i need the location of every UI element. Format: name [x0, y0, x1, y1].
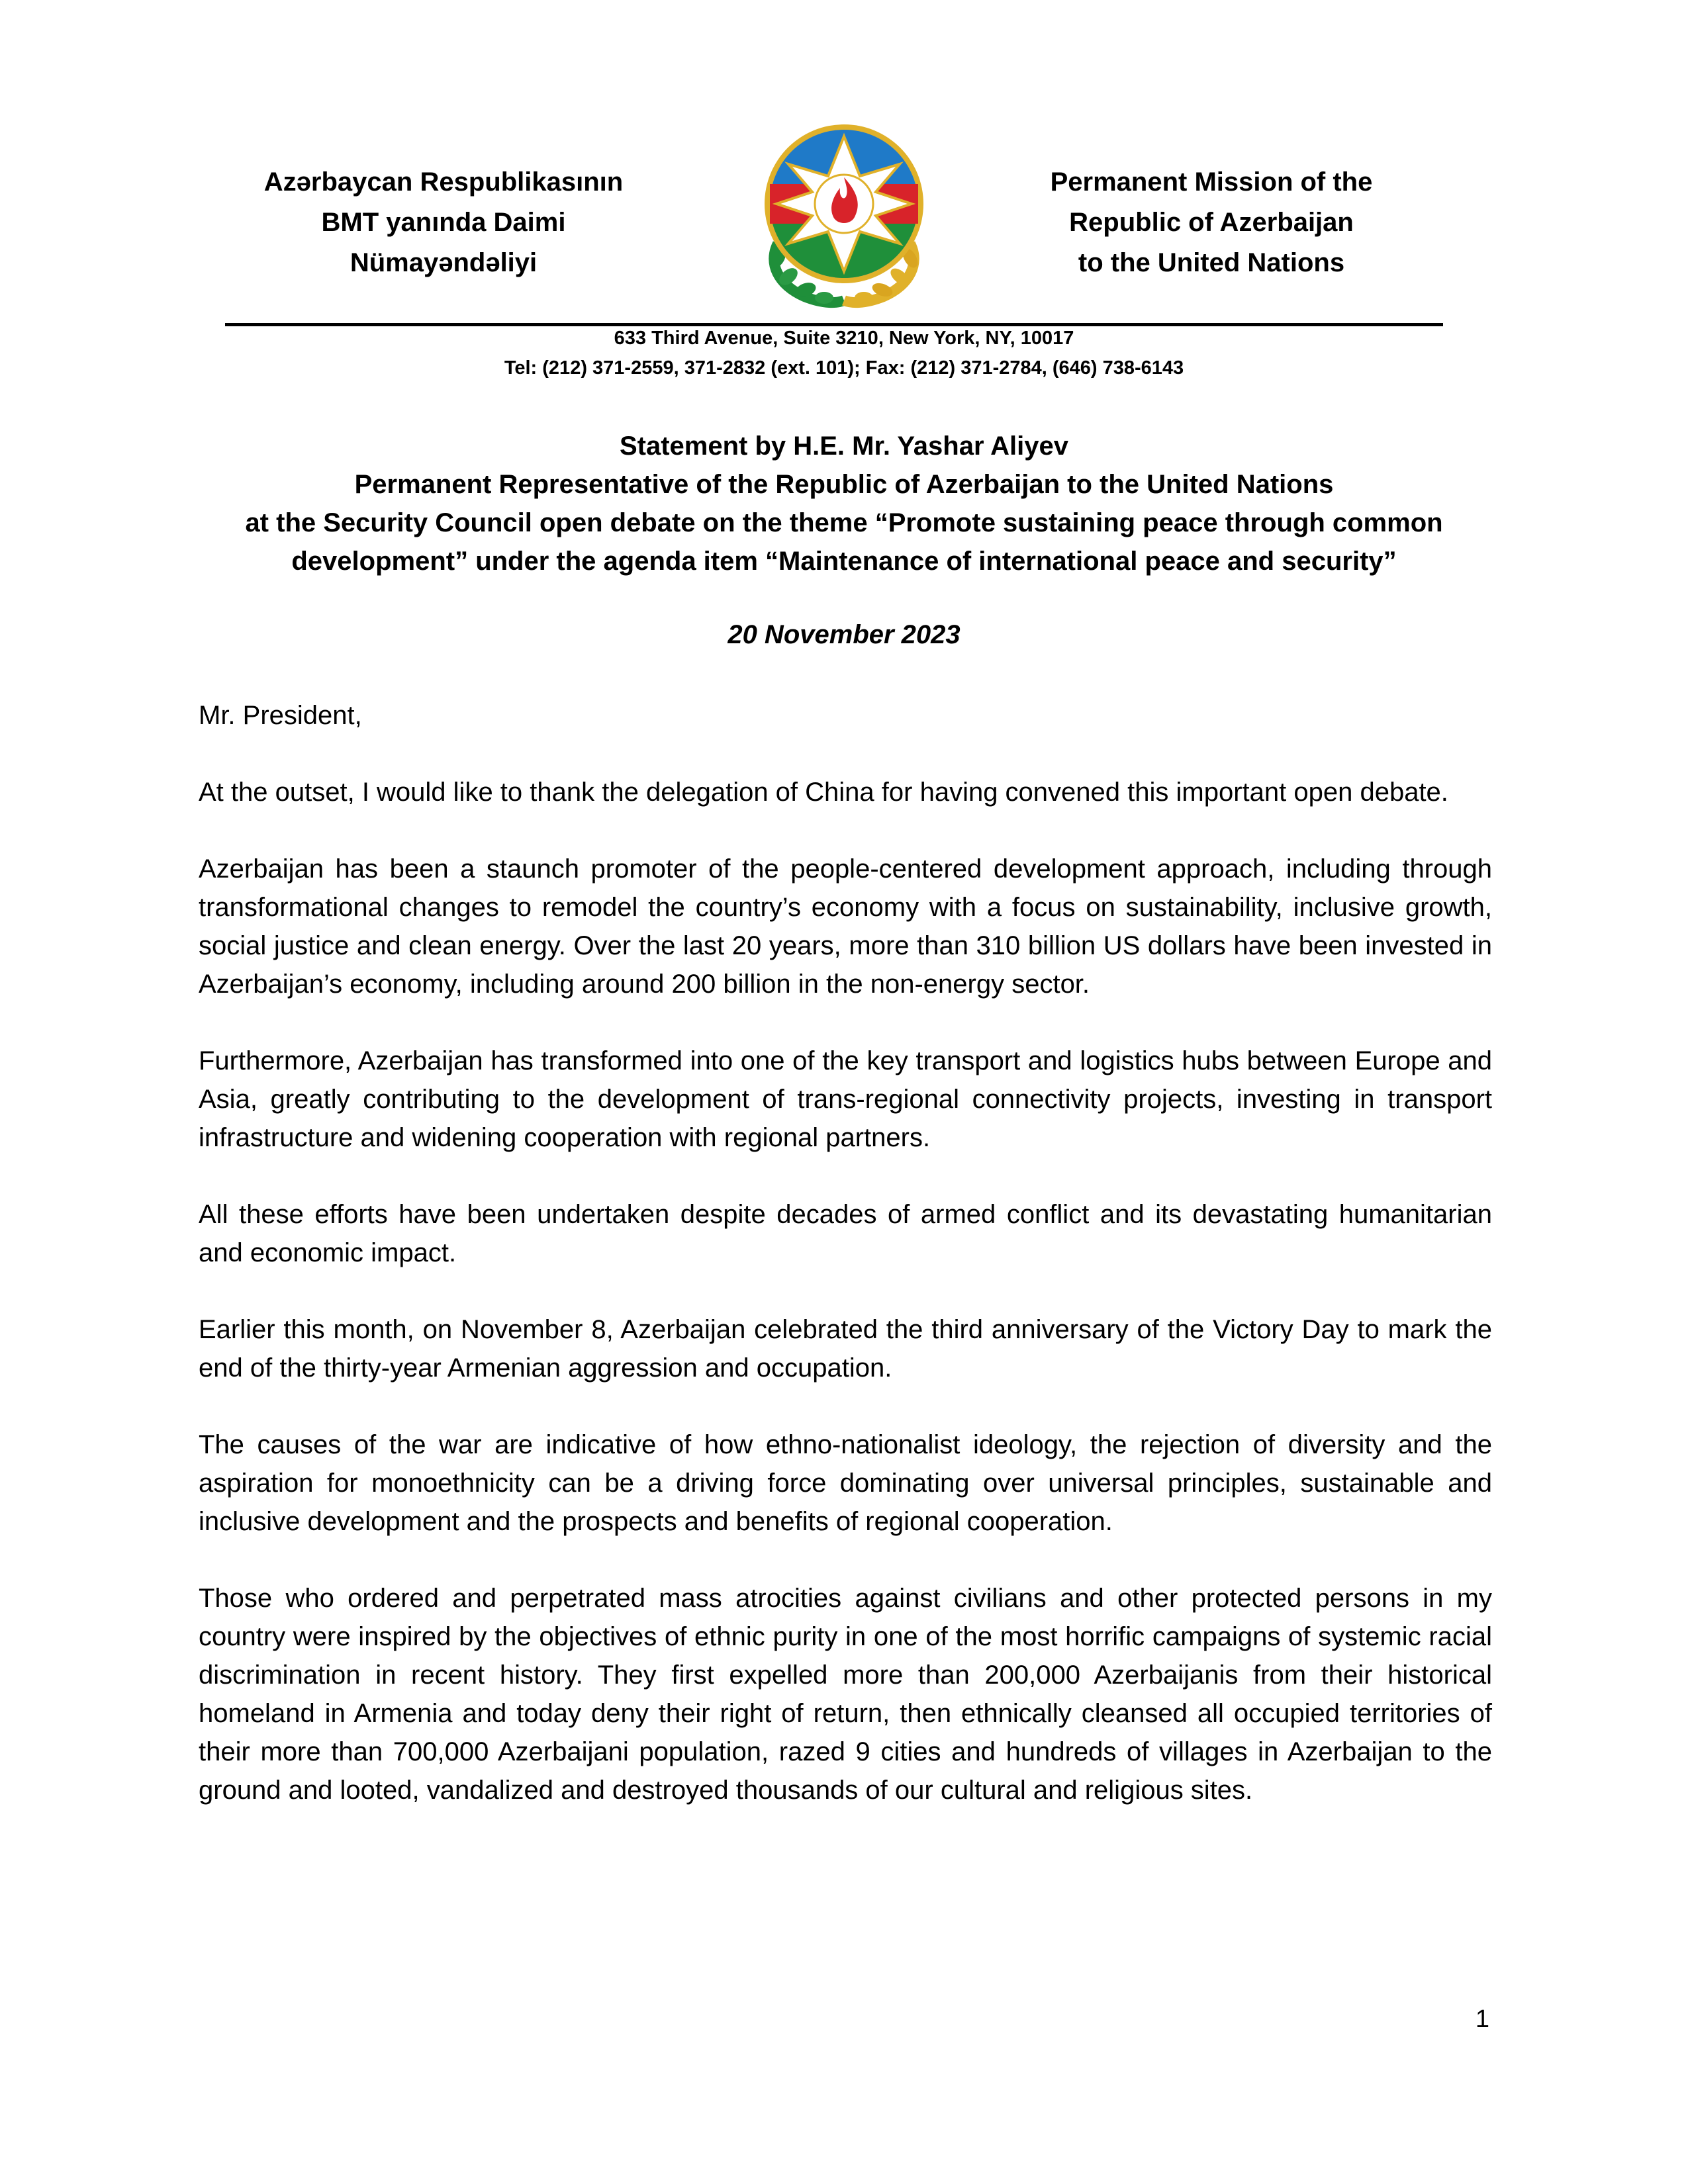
page-number: 1: [1475, 2005, 1489, 2033]
title-line-4: development” under the agenda item “Maintenance of international peace and security”: [291, 547, 1397, 576]
mission-contact: Tel: (212) 371-2559, 371-2832 (ext. 101); Fax: (212) 371-2784, (646) 738-6143: [504, 357, 1184, 379]
mission-address: 633 Third Avenue, Suite 3210, New York, NY, 10017: [614, 328, 1074, 349]
salutation: Mr. President,: [199, 701, 362, 730]
statement-body: [199, 696, 1492, 1848]
paragraph-7: Those who ordered and perpetrated mass atrocities against civilians and other protected persons in my country were inspired by the objectives of ethnic purity in one of the most horrific campaigns of systemic racial discrimination in recent history. They first expelled more than 200,000 Azerbaijanis from their historical homeland in Armenia and today deny their right of return, then ethnically cleansed all occupied territories of their more than 700,000 Azerbaijani population, razed 9 cities and hundreds of villages in Azerbaijan to the ground and looted, vandalized and destroyed thousands of our cultural and religious sites.: [199, 1584, 1492, 1805]
flame-icon: [815, 175, 873, 233]
header-right-line-1: Permanent Mission of the: [1050, 167, 1373, 197]
header-right-line-3: to the United Nations: [1078, 248, 1345, 277]
paragraph-6: The causes of the war are indicative of how ethno-nationalist ideology, the rejection of diversity and the aspiration for monoethnicity can be a driving force dominating over universal principles, sustainable and inclusive development and the prospects and benefits of regional cooperation.: [199, 1430, 1492, 1536]
header-left-line-3: Nümayəndəliyi: [350, 248, 538, 277]
header-left-line-1: Azərbaycan Respublikasının: [263, 167, 624, 197]
mission-name-azerbaijani: [245, 162, 642, 283]
header-divider: [225, 323, 1443, 326]
mission-name-english: [1013, 162, 1410, 283]
paragraph-3: Furthermore, Azerbaijan has transformed into one of the key transport and logistics hubs between Europe and Asia, greatly contributing to the development of trans-regional connectivity projects, investing in transport infrastructure and widening cooperation with regional partners.: [199, 1046, 1492, 1152]
statement-title: [199, 427, 1489, 580]
azerbaijan-coat-of-arms-emblem: [731, 111, 957, 310]
title-line-1: Statement by H.E. Mr. Yashar Aliyev: [619, 432, 1069, 461]
header-right-line-2: Republic of Azerbaijan: [1069, 208, 1354, 237]
paragraph-2: Azerbaijan has been a staunch promoter of the people-centered development approach, including through transformational changes to remodel the country’s economy with a focus on sustainability, inclusive growth, social justice and clean energy. Over the last 20 years, more than 310 billion US dollars have been invested in Azerbaijan’s economy, including around 200 billion in the non-energy sector.: [199, 854, 1492, 999]
title-line-2: Permanent Representative of the Republic of Azerbaijan to the United Nations: [354, 470, 1334, 499]
paragraph-5: Earlier this month, on November 8, Azerbaijan celebrated the third anniversary of the Victory Day to mark the end of the thirty-year Armenian aggression and occupation.: [199, 1315, 1492, 1383]
paragraph-4: All these efforts have been undertaken despite decades of armed conflict and its devastating humanitarian and economic impact.: [199, 1200, 1492, 1267]
header-left-line-2: BMT yanında Daimi: [321, 208, 566, 237]
paragraph-1: At the outset, I would like to thank the delegation of China for having convened this important open debate.: [199, 778, 1448, 807]
title-line-3: at the Security Council open debate on the theme “Promote sustaining peace through common: [245, 508, 1443, 537]
statement-date: 20 November 2023: [727, 620, 961, 649]
